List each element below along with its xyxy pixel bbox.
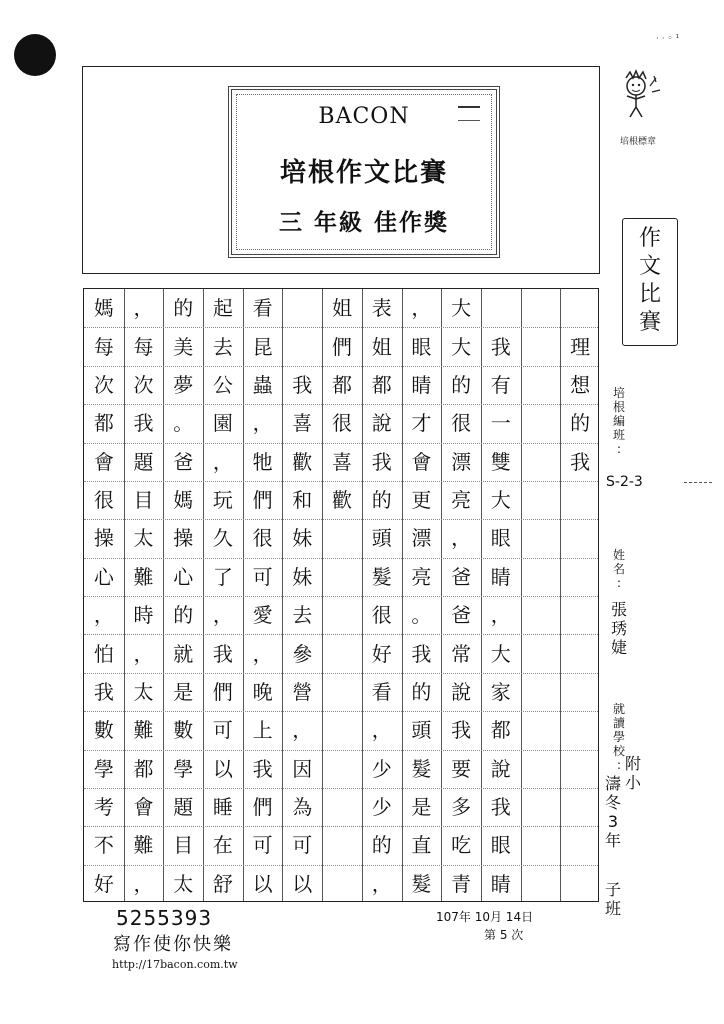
essay-char: 我 [570, 449, 591, 474]
essay-char: 吃 [451, 833, 472, 858]
essay-char: 是 [173, 679, 194, 704]
essay-char: 很 [93, 488, 114, 513]
essay-char: 久 [212, 526, 233, 551]
date: 107年 10月 14日 [436, 910, 534, 924]
essay-char: 的 [173, 296, 194, 321]
essay-char: 次 [93, 372, 114, 397]
grid-column-line [441, 289, 442, 901]
essay-char: 姐 [371, 334, 392, 359]
essay-char [484, 290, 518, 326]
essay-char: 直 [411, 833, 432, 858]
essay-char: 的 [411, 679, 432, 704]
essay-char: 去 [292, 603, 313, 628]
essay-char [523, 636, 557, 672]
award-title: 培根作文比賽 [279, 158, 448, 188]
essay-char: ， [133, 871, 154, 896]
essay-char [523, 866, 557, 902]
essay-char: 喜 [292, 411, 313, 436]
essay-char: 的 [371, 833, 392, 858]
essay-char [325, 712, 359, 748]
essay-char [523, 559, 557, 595]
essay-char: 很 [371, 603, 392, 628]
essay-char: 營 [292, 679, 313, 704]
essay-char: 舒 [212, 871, 233, 896]
essay-char: 在 [212, 833, 233, 858]
essay-char: 晚 [252, 679, 273, 704]
essay-char: 就 [173, 641, 194, 666]
essay-char [325, 674, 359, 710]
essay-char: 都 [371, 372, 392, 397]
essay-char: 公 [212, 372, 233, 397]
essay-char: ， [371, 718, 392, 743]
essay-char: 爸 [451, 564, 472, 589]
grid-column-line [243, 289, 244, 901]
essay-char: 漂 [411, 526, 432, 551]
student-name: 張 琇 婕 [610, 600, 627, 657]
essay-char: 會 [133, 795, 154, 820]
essay-char [523, 329, 557, 365]
essay-char: 的 [173, 603, 194, 628]
essay-char [563, 290, 597, 326]
school-label: 就 讀 學 校 : [612, 702, 625, 772]
essay-char: 學 [93, 756, 114, 781]
essay-char: 玩 [212, 488, 233, 513]
essay-char: 不 [93, 833, 114, 858]
grid-column-line [282, 289, 283, 901]
essay-char: ， [371, 871, 392, 896]
essay-char: 目 [173, 833, 194, 858]
grid-column-line [521, 289, 522, 901]
essay-char: 說 [490, 756, 511, 781]
essay-char: 次 [133, 372, 154, 397]
essay-char: 操 [93, 526, 114, 551]
essay-char: 眼 [490, 833, 511, 858]
essay-char: 很 [332, 411, 352, 436]
essay-char: 蟲 [252, 372, 273, 397]
grid-column-line [163, 289, 164, 901]
essay-char: 很 [252, 526, 273, 551]
essay-char [523, 674, 557, 710]
essay-char: 都 [133, 756, 154, 781]
essay-char: ， [252, 641, 273, 666]
essay-char: 會 [411, 449, 432, 474]
essay-char [563, 482, 597, 518]
essay-char: 起 [212, 296, 233, 321]
category-box [622, 218, 678, 346]
essay-char: 可 [292, 833, 313, 858]
essay-char: 有 [490, 372, 511, 397]
essay-char [325, 827, 359, 863]
essay-char: 為 [292, 795, 313, 820]
essay-char: 爸 [173, 449, 194, 474]
essay-char: 時 [133, 603, 154, 628]
essay-char: 漂 [451, 449, 472, 474]
essay-char [325, 636, 359, 672]
essay-char [523, 520, 557, 556]
essay-char: 我 [252, 756, 273, 781]
essay-char: 我 [133, 411, 154, 436]
essay-char: 太 [133, 526, 154, 551]
essay-char: 可 [252, 833, 273, 858]
essay-char: 可 [212, 718, 233, 743]
essay-char: 媽 [93, 296, 114, 321]
essay-char: 睛 [490, 871, 511, 896]
essay-char [285, 329, 319, 365]
essay-char: 。 [411, 603, 432, 628]
essay-char: 姐 [332, 296, 352, 321]
essay-char: ， [212, 603, 233, 628]
essay-char: 難 [133, 564, 154, 589]
bacon-mascot-icon [614, 66, 662, 120]
essay-char: 都 [490, 718, 511, 743]
essay-char [523, 290, 557, 326]
essay-char: 妹 [292, 526, 313, 551]
essay-char: 大 [451, 296, 472, 321]
essay-char: 眼 [490, 526, 511, 551]
essay-char: 睡 [212, 795, 233, 820]
grid-column-line [124, 289, 125, 901]
essay-char: 心 [93, 564, 114, 589]
grid-column-line [203, 289, 204, 901]
essay-char: 去 [212, 334, 233, 359]
school-grade-class: 濤 冬 3 年 子 班 [604, 774, 621, 918]
grid-column-line [322, 289, 323, 901]
essay-char: 少 [371, 756, 392, 781]
essay-char: 常 [451, 641, 472, 666]
essay-char: 亮 [451, 488, 472, 513]
essay-char: 髮 [371, 564, 392, 589]
grid-column-line [560, 289, 561, 901]
essay-char: 心 [173, 564, 194, 589]
essay-char [523, 789, 557, 825]
category-char: 作 [638, 226, 661, 251]
essay-char: 妹 [292, 564, 313, 589]
essay-char: 睛 [411, 372, 432, 397]
essay-char: 以 [292, 871, 313, 896]
essay-char: 很 [451, 411, 472, 436]
essay-char [563, 866, 597, 902]
essay-char: 因 [292, 756, 313, 781]
category-char: 賽 [638, 310, 661, 335]
essay-char: 夢 [173, 372, 194, 397]
essay-char: 好 [93, 871, 114, 896]
essay-char: 都 [93, 411, 114, 436]
essay-char: 我 [212, 641, 233, 666]
essay-char: 歡 [292, 449, 313, 474]
essay-char: 參 [292, 641, 313, 666]
essay-char: 我 [93, 679, 114, 704]
essay-char: 了 [212, 564, 233, 589]
essay-char: 多 [451, 795, 472, 820]
essay-char: 每 [133, 334, 154, 359]
essay-char: 們 [332, 334, 352, 359]
essay-char [563, 674, 597, 710]
essay-char: 大 [490, 641, 511, 666]
essay-char: 目 [133, 488, 154, 513]
essay-char: 們 [252, 795, 273, 820]
essay-char [523, 751, 557, 787]
essay-char: 題 [173, 795, 194, 820]
essay-char: 數 [93, 718, 114, 743]
essay-char [325, 789, 359, 825]
essay-char: ， [252, 411, 273, 436]
stamp-label: 培根標章 [619, 137, 656, 147]
essay-char: 理 [570, 334, 591, 359]
essay-char [563, 712, 597, 748]
essay-char: ， [451, 526, 472, 551]
essay-char: 可 [252, 564, 273, 589]
essay-char: 爸 [451, 603, 472, 628]
school-value: 附 小 [624, 754, 641, 792]
award-brand: BACON [318, 104, 410, 129]
essay-char [325, 866, 359, 902]
essay-char: 髮 [411, 871, 432, 896]
essay-char: 學 [173, 756, 194, 781]
essay-char: 是 [411, 795, 432, 820]
essay-char: 上 [252, 718, 273, 743]
category-char: 文 [638, 254, 661, 279]
essay-char: ， [93, 603, 114, 628]
essay-char: 我 [451, 718, 472, 743]
essay-char: 。 [173, 411, 194, 436]
essay-char: 要 [451, 756, 472, 781]
essay-char: ， [133, 641, 154, 666]
essay-char [523, 597, 557, 633]
essay-char [523, 444, 557, 480]
essay-char [563, 559, 597, 595]
binder-hole [14, 34, 56, 76]
writing-grid [83, 288, 599, 902]
grid-column-line [402, 289, 403, 901]
essay-char: 雙 [490, 449, 511, 474]
essay-char: 美 [173, 334, 194, 359]
essay-char: 看 [252, 296, 273, 321]
essay-char: 每 [93, 334, 114, 359]
session-number: 第 5 次 [484, 928, 524, 942]
essay-char: 我 [371, 449, 392, 474]
essay-char: 好 [371, 641, 392, 666]
essay-char: 數 [173, 718, 194, 743]
essay-char: 頭 [411, 718, 432, 743]
essay-char [285, 290, 319, 326]
essay-char: ， [212, 449, 233, 474]
essay-char [523, 712, 557, 748]
essay-char: 大 [451, 334, 472, 359]
essay-char: 少 [371, 795, 392, 820]
name-label: 姓 名 : [612, 548, 625, 590]
essay-char: 表 [371, 296, 392, 321]
essay-char [523, 827, 557, 863]
reviewer-mark [684, 482, 712, 483]
essay-char: 更 [411, 488, 432, 513]
award-grade: 三 年級 佳作獎 [278, 210, 449, 236]
essay-char: 的 [451, 372, 472, 397]
essay-char: 太 [173, 871, 194, 896]
essay-char: 的 [570, 411, 591, 436]
essay-char: 睛 [490, 564, 511, 589]
essay-char [523, 482, 557, 518]
essay-char [325, 751, 359, 787]
essay-char: 一 [490, 411, 511, 436]
essay-char: 昆 [252, 334, 273, 359]
essay-char: 家 [490, 679, 511, 704]
essay-char: 的 [371, 488, 392, 513]
essay-char: 都 [332, 372, 352, 397]
essay-char: 和 [292, 488, 313, 513]
essay-char: 以 [252, 871, 273, 896]
class-value: S-2-3 [606, 474, 643, 490]
essay-char [523, 405, 557, 441]
essay-char: 操 [173, 526, 194, 551]
decoration-dash [458, 106, 480, 121]
top-corner-marks: · · ◦ ¹ [656, 34, 680, 44]
essay-char: 們 [212, 679, 233, 704]
essay-char: 看 [371, 679, 392, 704]
essay-char: 們 [252, 488, 273, 513]
essay-char: 髮 [411, 756, 432, 781]
class-label: 培 根 編 班 : [612, 386, 625, 456]
essay-char: 說 [451, 679, 472, 704]
essay-char: ， [411, 296, 432, 321]
essay-char: 媽 [173, 488, 194, 513]
grid-column-line [481, 289, 482, 901]
essay-char: 會 [93, 449, 114, 474]
essay-char [325, 520, 359, 556]
essay-char [523, 367, 557, 403]
essay-char [563, 520, 597, 556]
essay-char [563, 597, 597, 633]
essay-char [563, 827, 597, 863]
essay-char: 才 [411, 411, 432, 436]
essay-char [563, 636, 597, 672]
essay-char: 愛 [252, 603, 273, 628]
essay-char: ， [133, 296, 154, 321]
essay-char: 考 [93, 795, 114, 820]
essay-char: 園 [212, 411, 233, 436]
essay-char: ， [292, 718, 313, 743]
essay-char: 我 [411, 641, 432, 666]
essay-char: 牠 [252, 449, 273, 474]
essay-char: 以 [212, 756, 233, 781]
essay-char: 我 [490, 334, 511, 359]
essay-char: 頭 [371, 526, 392, 551]
category-char: 比 [638, 282, 661, 307]
essay-char [325, 559, 359, 595]
essay-char [563, 751, 597, 787]
essay-char [325, 597, 359, 633]
essay-char: 難 [133, 718, 154, 743]
essay-char: ， [490, 603, 511, 628]
essay-char: 題 [133, 449, 154, 474]
essay-char: 難 [133, 833, 154, 858]
essay-char: 眼 [411, 334, 432, 359]
essay-char: 我 [292, 372, 313, 397]
essay-char: 說 [371, 411, 392, 436]
website-url: http://17bacon.com.tw [112, 958, 238, 971]
essay-char: 青 [451, 871, 472, 896]
essay-char: 太 [133, 679, 154, 704]
essay-char: 亮 [411, 564, 432, 589]
essay-char: 我 [490, 795, 511, 820]
essay-char: 怕 [93, 641, 114, 666]
essay-char: 喜 [332, 449, 352, 474]
essay-char [563, 789, 597, 825]
essay-char: 大 [490, 488, 511, 513]
essay-char: 歡 [332, 488, 352, 513]
slogan: 寫作使你快樂 [113, 934, 233, 955]
essay-char: 想 [570, 372, 591, 397]
grid-column-line [362, 289, 363, 901]
document-code: 5255393 [116, 906, 213, 930]
